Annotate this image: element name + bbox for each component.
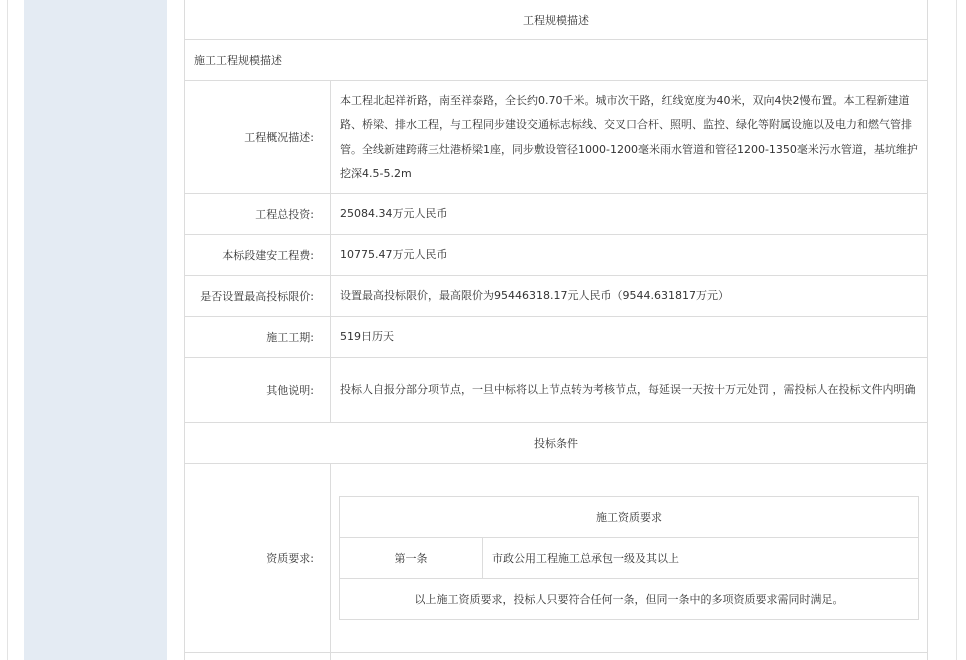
row-next-partial (185, 653, 927, 660)
qualification-item-number: 第一条 (340, 538, 483, 578)
row-other-notes (185, 358, 927, 423)
qualification-table (339, 496, 919, 620)
field-label-empty (185, 653, 331, 660)
field-value: 25084.34万元人民币 (340, 206, 448, 220)
field-label: 工程概况描述: (185, 81, 331, 193)
section-header-bid-conditions (185, 423, 927, 464)
field-value: 519日历天 (340, 329, 394, 343)
field-value-empty (331, 653, 927, 660)
field-label: 施工工期: (185, 317, 331, 357)
section-title: 投标条件 (534, 437, 578, 450)
left-sidebar-panel (24, 0, 167, 660)
field-value: 投标人自报分部分项节点，一旦中标将以上节点转为考核节点，每延误一天按十万元处罚 ，需投标人在投标文件内明确 (340, 382, 916, 396)
row-construction-period (185, 317, 927, 358)
field-value: 10775.47万元人民币 (340, 247, 448, 261)
row-qualification (185, 464, 927, 653)
row-total-investment (185, 194, 927, 235)
section-title: 工程规模描述 (523, 13, 589, 27)
section-subtitle: 施工工程规模描述 (194, 54, 282, 67)
qualification-table-title: 施工资质要求 (340, 497, 918, 538)
row-construction-cost (185, 235, 927, 276)
field-label: 其他说明: (185, 358, 331, 422)
row-project-overview (185, 81, 927, 194)
field-label: 工程总投资: (185, 194, 331, 234)
field-value: 本工程北起祥祈路，南至祥泰路，全长约0.70千米。城市次干路，红线宽度为40米，双向4快2慢布置。本工程新建道路、桥梁、排水工程，与工程同步建设交通标志标线、交叉口合杆、照明、监控、绿化等附属设施以及电力和燃气管排管。全线新建跨蔣三灶港桥梁1座，同步敷设管径1000-1200毫米雨水管道和管径1200-1350毫米污水管道，基坑维护挖深4.5-5.2m (340, 93, 918, 180)
field-label: 是否设置最高投标限价: (185, 276, 331, 316)
qualification-item-text: 市政公用工程施工总承包一级及其以上 (492, 552, 679, 565)
field-value: 设置最高投标限价，最高限价为95446318.17元人民币（9544.631817万元） (340, 288, 729, 302)
section-subtitle-row (185, 40, 927, 81)
field-label: 本标段建安工程费: (185, 235, 331, 275)
section-header-project-scale (185, 0, 927, 40)
qualification-item-row (340, 538, 918, 579)
qualification-footnote: 以上施工资质要求，投标人只要符合任何一条，但同一条中的多项资质要求需同时满足。 (414, 593, 844, 606)
row-max-bid-price (185, 276, 927, 317)
field-label: 资质要求: (185, 464, 331, 652)
project-detail-table (184, 0, 928, 660)
